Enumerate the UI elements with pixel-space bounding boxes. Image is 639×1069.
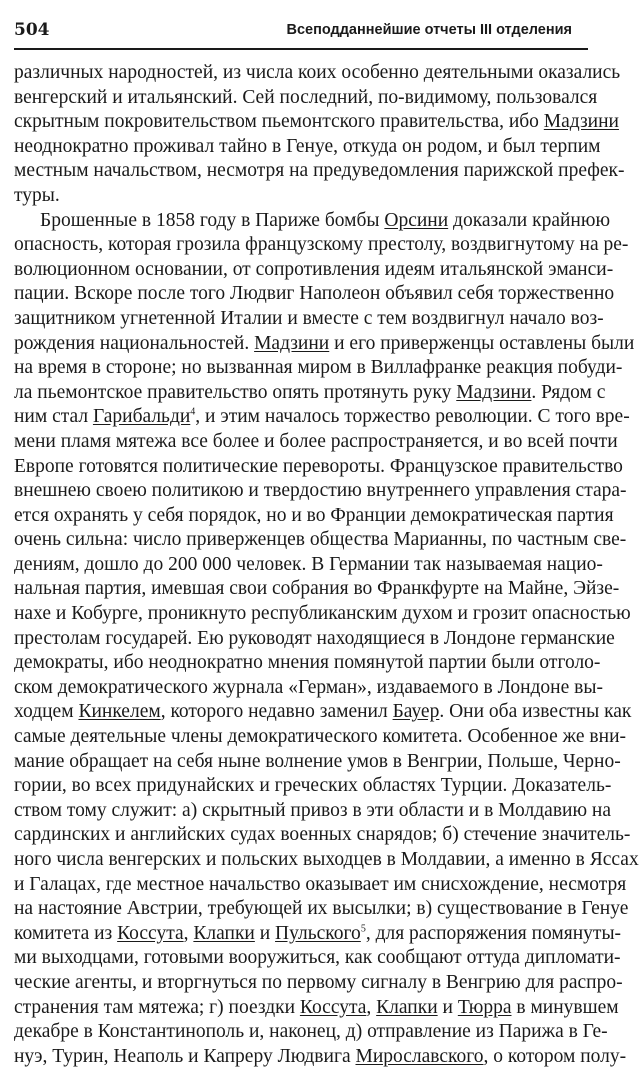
text-line xyxy=(14,676,603,701)
text-line xyxy=(14,233,629,258)
text-line xyxy=(14,405,630,430)
text-run: нальная партия, имевшая свои собрания во Франкфурте на Майне, Эйзе- xyxy=(14,578,620,600)
text-run: местным начальством, несмотря на предуведомления парижской префек- xyxy=(14,160,625,182)
text-run: ется охранять у себя порядок, но и во Франции демократическая партия xyxy=(14,504,614,526)
text-run: . Рядом с xyxy=(531,381,606,403)
text-run: , для распоряжения помянуты- xyxy=(365,922,622,944)
text-run: , о котором полу- xyxy=(483,1045,627,1067)
text-line xyxy=(14,725,627,750)
text-line xyxy=(14,282,615,307)
text-run: ним стал xyxy=(14,406,93,428)
text-run: различных народностей, из числа коих особенно деятельными оказались xyxy=(14,62,621,83)
text-run: туры. xyxy=(14,184,60,206)
name-link[interactable]: Мадзини xyxy=(543,111,619,133)
text-run: гории, во всех придунайских и греческих областях Турции. Доказатель- xyxy=(14,775,612,797)
text-run: в минувшем xyxy=(511,996,619,1018)
text-run: самые деятельные члены демократического комитета. Особенное же вни- xyxy=(14,726,627,748)
text-line xyxy=(14,799,612,824)
text-run: , xyxy=(366,996,377,1018)
text-line xyxy=(14,873,627,898)
text-run: и Галацах, где местное начальство оказывает им снисхождение, несмотря xyxy=(14,873,627,895)
name-link[interactable]: Бауер xyxy=(392,701,440,723)
text-run: на настояние Австрии, требующей их высылки; в) существование в Генуе xyxy=(14,898,629,920)
text-run: Брошенные в 1858 году в Париже бомбы xyxy=(40,209,385,231)
text-run: и его приверженцы оставлены были xyxy=(329,332,635,354)
text-run: Европе готовятся политические перевороты. Французское правительство xyxy=(14,455,623,477)
text-line xyxy=(14,528,627,553)
text-run: сардинских и английских судах военных снарядов; б) стечение значитель- xyxy=(14,824,631,846)
text-run: мени пламя мятежа все более и более распространяется, и во всей почти xyxy=(14,430,618,452)
name-link[interactable]: Мирославского xyxy=(355,1045,484,1067)
text-run: демократы, ибо неоднократно мнения помянутой партии были отголо- xyxy=(14,652,601,674)
text-line xyxy=(14,897,629,922)
text-run: ческие агенты, и вторгнуться по первому сигналу в Венгрию для распро- xyxy=(14,971,623,993)
text-line xyxy=(14,332,635,357)
running-header xyxy=(14,16,588,50)
text-run: очень сильна: число приверженцев общества Марианны, по частным све- xyxy=(14,529,627,551)
name-link[interactable]: Тюрра xyxy=(457,996,512,1018)
name-link[interactable]: Кинкелем xyxy=(78,701,161,723)
text-run: и xyxy=(437,996,458,1018)
text-line xyxy=(14,700,632,725)
text-line xyxy=(14,381,606,406)
text-run: волюционном основании, от сопротивления идеям итальянской эманси- xyxy=(14,258,614,280)
text-line xyxy=(14,651,601,676)
paragraph xyxy=(14,61,625,209)
name-link[interactable]: Клапки xyxy=(193,922,255,944)
footnote-marker[interactable]: 5 xyxy=(360,923,366,935)
text-run: , и этим началось торжество революции. С того вре- xyxy=(195,406,630,428)
text-line xyxy=(14,479,627,504)
text-run: скрытным покровительством пьемонтского правительства, ибо xyxy=(14,111,544,133)
text-run: , которого недавно заменил xyxy=(160,701,393,723)
text-run: ного числа венгерских и польских выходцев в Молдавии, а именно в Яссах xyxy=(14,849,639,870)
name-link[interactable]: Гарибальди xyxy=(92,406,191,428)
text-line xyxy=(14,159,625,184)
text-line xyxy=(14,774,612,799)
text-line xyxy=(14,430,618,455)
text-run: ством тому служит: а) скрытный привоз в эти области и в Молдавию на xyxy=(14,799,612,821)
text-run: защитником угнетенной Италии и вместе с тем воздвигнул начало воз- xyxy=(14,307,604,329)
text-line xyxy=(14,209,611,234)
name-link[interactable]: Мадзини xyxy=(456,381,532,403)
text-line xyxy=(14,996,619,1021)
text-run: ми выходцами, готовыми вооружиться, как сообщают оттуда дипломати- xyxy=(14,947,621,969)
text-line xyxy=(14,455,623,480)
text-line xyxy=(14,946,621,971)
text-line xyxy=(14,86,598,111)
name-link[interactable]: Мадзини xyxy=(254,332,330,354)
text-run: престолам государей. Ею руководят находящиеся в Лондоне германские xyxy=(14,627,615,649)
text-line xyxy=(14,356,623,381)
text-line xyxy=(14,848,639,873)
text-line xyxy=(14,922,622,947)
text-run: ходцем xyxy=(14,701,79,723)
text-run: пации. Вскоре после того Людвиг Наполеон объявил себя торжественно xyxy=(14,283,615,305)
text-line xyxy=(14,627,615,652)
text-run: внешнею своею политикою и твердостию внутреннего управления стара- xyxy=(14,480,627,502)
name-link[interactable]: Коссута xyxy=(117,922,184,944)
text-run: доказали крайнюю xyxy=(448,209,611,231)
text-line xyxy=(14,1045,627,1069)
text-run: ла пьемонтское правительство опять протянуть руку xyxy=(14,381,457,403)
text-run: мание обращает на себя ныне волнение умов в Венгрии, Польше, Черно- xyxy=(14,750,621,772)
text-line xyxy=(14,307,604,332)
text-line xyxy=(14,110,619,135)
text-run: ском демократического журнала «Герман», издаваемого в Лондоне вы- xyxy=(14,676,603,698)
text-run: нуэ, Турин, Неаполь и Капреру Людвига xyxy=(14,1045,356,1067)
text-line xyxy=(14,971,623,996)
name-link[interactable]: Орсини xyxy=(384,209,449,231)
text-line xyxy=(14,504,614,529)
text-line xyxy=(14,135,601,160)
text-run: декабре в Константинополь и, наконец, д) отправление из Парижа в Ге- xyxy=(14,1021,608,1043)
name-link[interactable]: Пульского xyxy=(275,922,361,944)
text-run: неоднократно проживал тайно в Генуе, откуда он родом, и был терпим xyxy=(14,135,601,157)
footnote-marker[interactable]: 4 xyxy=(190,406,196,418)
text-run: . Они оба известны как xyxy=(439,701,632,723)
page-number: 504 xyxy=(14,20,50,40)
text-run: венгерский и итальянский. Сей последний, по-видимому, пользовался xyxy=(14,86,598,108)
paragraph xyxy=(14,209,639,1069)
text-run: , xyxy=(183,922,194,944)
text-run: комитета из xyxy=(14,922,118,944)
text-run: на время в стороне; но вызванная миром в Виллафранке реакция побуди- xyxy=(14,357,623,379)
text-line xyxy=(14,750,621,775)
text-line xyxy=(14,823,631,848)
text-run: и xyxy=(254,922,276,944)
text-line xyxy=(14,61,621,86)
body-text xyxy=(14,61,639,1069)
text-run: странения там мятежа; г) поездки xyxy=(14,996,300,1018)
text-line xyxy=(14,258,614,283)
text-line xyxy=(14,577,620,602)
text-run: опасность, которая грозила французскому престолу, воздвигнутому на ре- xyxy=(14,234,629,256)
text-line xyxy=(14,184,588,209)
text-line xyxy=(14,1020,608,1045)
text-line xyxy=(14,602,631,627)
text-line xyxy=(14,553,603,578)
running-title: Всеподданнейшие отчеты III отделения xyxy=(286,22,572,38)
name-link[interactable]: Коссута xyxy=(299,996,367,1018)
name-link[interactable]: Клапки xyxy=(376,996,438,1018)
text-run: нахе и Кобурге, проникнуто республиканским духом и грозит опасностью xyxy=(14,603,631,625)
text-run: дениям, дошло до 200 000 человек. В Германии так называемая нацио- xyxy=(14,553,603,575)
text-run: рождения национальностей. xyxy=(14,332,255,354)
